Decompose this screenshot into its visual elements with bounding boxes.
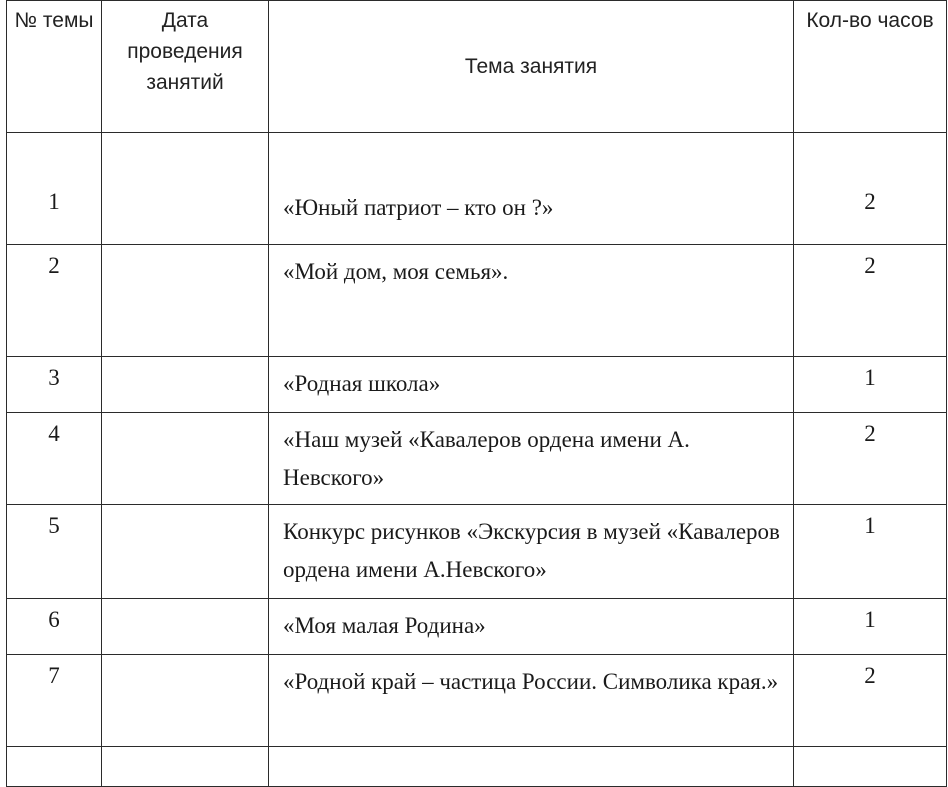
row-topic: «Юный патриот – кто он ?» xyxy=(269,133,794,245)
header-topic-number: № темы xyxy=(7,1,102,133)
row-hours: 2 xyxy=(794,413,947,505)
row-date xyxy=(102,357,269,413)
row-date xyxy=(102,245,269,357)
table-row xyxy=(7,245,947,357)
row-topic: «Родная школа» xyxy=(269,357,794,413)
header-date: Дата проведения занятий xyxy=(102,1,269,133)
row-hours: 2 xyxy=(794,133,947,245)
empty-cell xyxy=(269,747,794,787)
row-number: 3 xyxy=(7,357,102,413)
row-topic: Конкурс рисунков «Экскурсия в музей «Кавалеров ордена имени А.Невского» xyxy=(269,505,794,599)
row-hours: 2 xyxy=(794,655,947,747)
header-hours: Кол-во часов xyxy=(794,1,947,133)
table-row xyxy=(7,133,947,245)
empty-cell xyxy=(794,747,947,787)
table-row xyxy=(7,413,947,505)
row-number: 2 xyxy=(7,245,102,357)
row-date xyxy=(102,133,269,245)
row-hours: 1 xyxy=(794,357,947,413)
table-header-row xyxy=(7,1,947,133)
table-row xyxy=(7,599,947,655)
table-row xyxy=(7,655,947,747)
row-date xyxy=(102,655,269,747)
row-number: 5 xyxy=(7,505,102,599)
row-date xyxy=(102,413,269,505)
row-hours: 1 xyxy=(794,505,947,599)
table-row xyxy=(7,357,947,413)
row-topic: «Родной край – частица России. Символика края.» xyxy=(269,655,794,747)
empty-cell xyxy=(102,747,269,787)
table-row-empty xyxy=(7,747,947,787)
row-hours: 2 xyxy=(794,245,947,357)
row-topic: «Мой дом, моя семья». xyxy=(269,245,794,357)
row-topic: «Моя малая Родина» xyxy=(269,599,794,655)
row-topic: «Наш музей «Кавалеров ордена имени А. Невского» xyxy=(269,413,794,505)
lesson-plan-table xyxy=(6,0,947,787)
table-row xyxy=(7,505,947,599)
row-number: 4 xyxy=(7,413,102,505)
header-topic: Тема занятия xyxy=(269,1,794,133)
row-number: 6 xyxy=(7,599,102,655)
row-number: 7 xyxy=(7,655,102,747)
row-hours: 1 xyxy=(794,599,947,655)
row-date xyxy=(102,505,269,599)
row-number: 1 xyxy=(7,133,102,245)
row-date xyxy=(102,599,269,655)
empty-cell xyxy=(7,747,102,787)
